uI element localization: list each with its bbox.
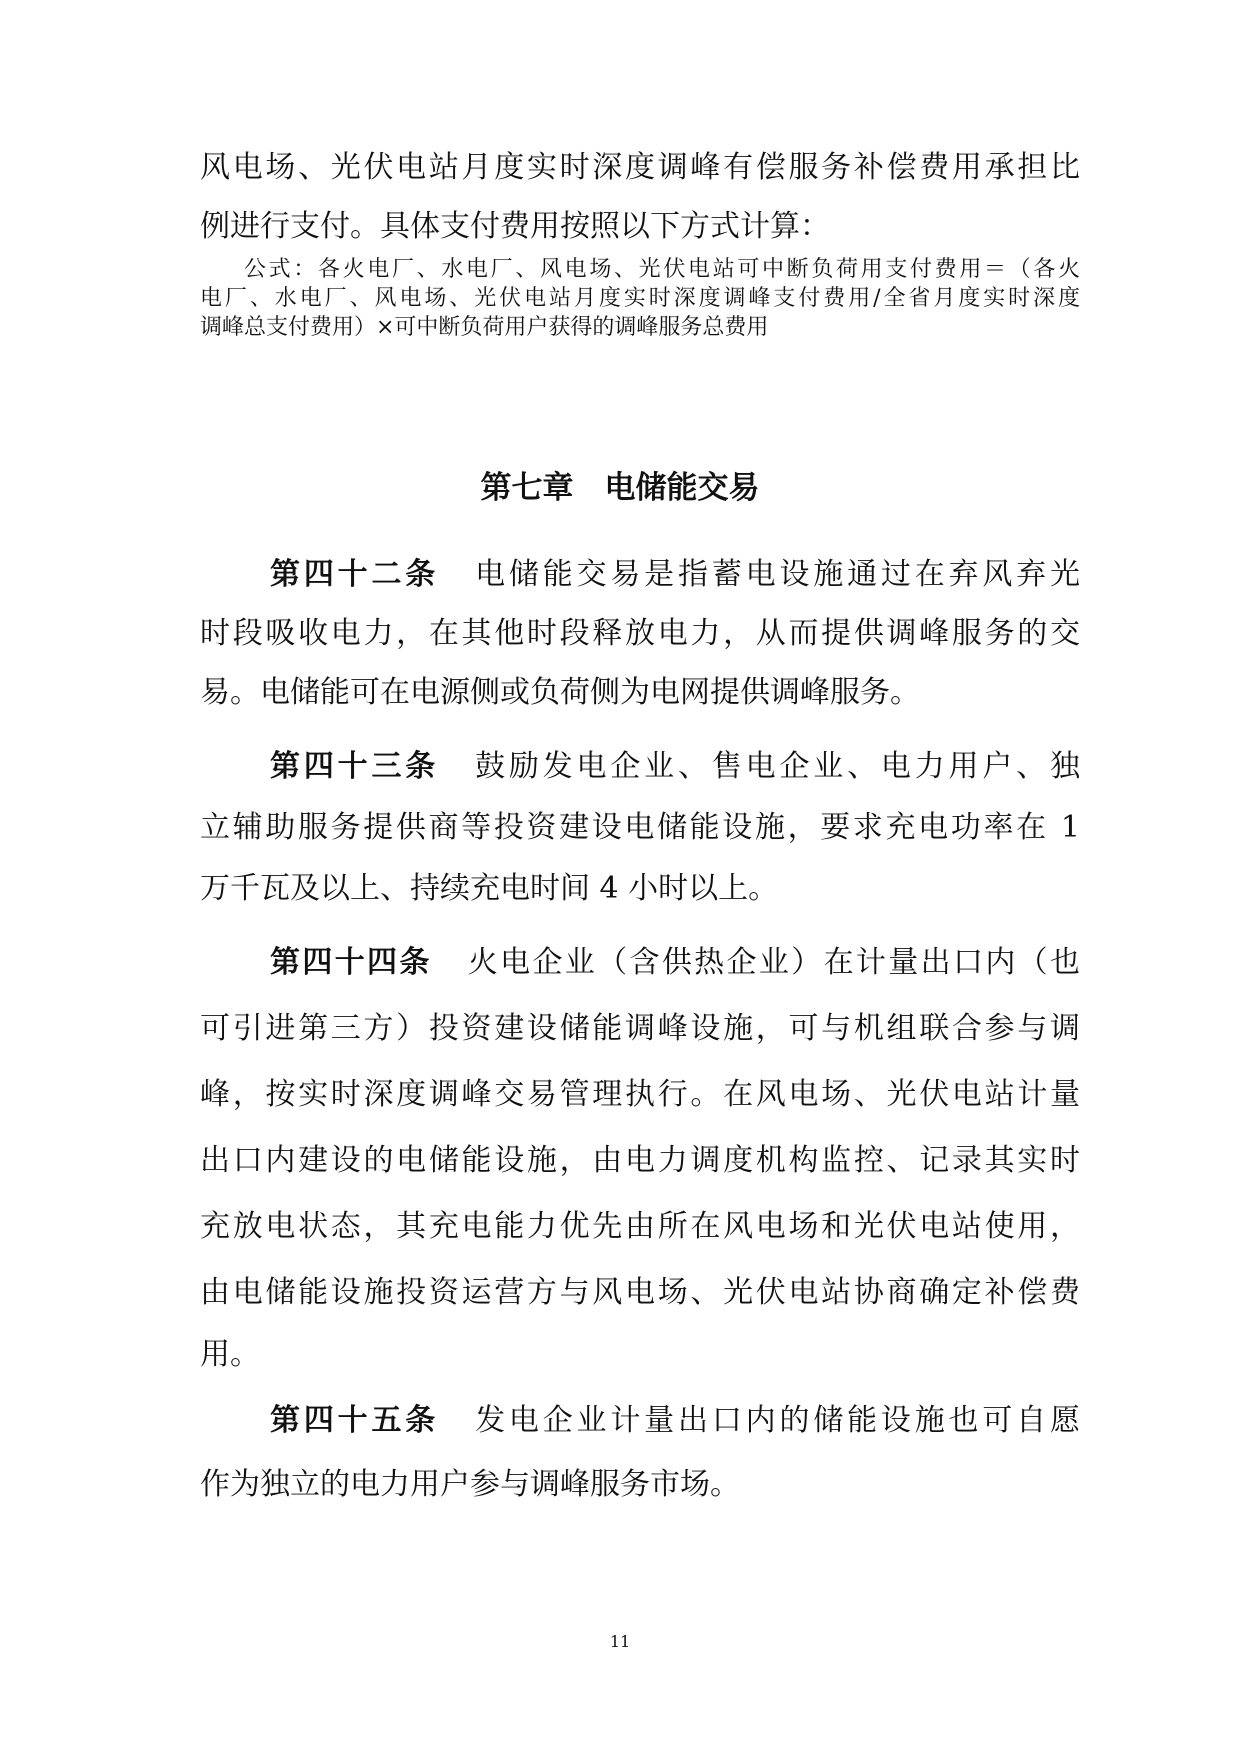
article-42-label: 第四十二条 — [270, 557, 440, 592]
article-43-line-3: 万千瓦及以上、持续充电时间 4 小时以上。 — [200, 871, 779, 906]
article-45-first-line — [270, 1403, 1081, 1438]
article-44-first-line — [270, 945, 1081, 980]
formula-line-1: 公式：各火电厂、水电厂、风电场、光伏电站可中断负荷用支付费用＝（各火 — [244, 257, 1080, 282]
article-44-label: 第四十四条 — [270, 945, 432, 980]
article-42-first-line — [270, 557, 1081, 592]
article-42-text: 电储能交易是指蓄电设施通过在弃风弃光 — [475, 557, 1081, 592]
intro-line-2: 例进行支付。具体支付费用按照以下方式计算： — [200, 209, 830, 244]
article-42-line-3: 易。电储能可在电源侧或负荷侧为电网提供调峰服务。 — [200, 675, 920, 710]
formula-line-3: 调峰总支付费用）×可中断负荷用户获得的调峰服务总费用 — [200, 315, 769, 340]
article-44-line-7: 用。 — [200, 1337, 260, 1372]
article-42-line-2: 时段吸收电力，在其他时段释放电力，从而提供调峰服务的交 — [200, 616, 1080, 651]
article-44-line-2: 可引进第三方）投资建设储能调峰设施，可与机组联合参与调 — [200, 1011, 1080, 1046]
article-44-line-4: 出口内建设的电储能设施，由电力调度机构监控、记录其实时 — [200, 1143, 1080, 1178]
article-43-text: 鼓励发电企业、售电企业、电力用户、独 — [475, 749, 1081, 784]
article-43-first-line — [270, 749, 1081, 784]
article-43-label: 第四十三条 — [270, 749, 440, 784]
article-44-line-5: 充放电状态，其充电能力优先由所在风电场和光伏电站使用， — [200, 1209, 1080, 1244]
article-43-line-2: 立辅助服务提供商等投资建设电储能设施，要求充电功率在 1 — [200, 810, 1080, 845]
article-44-line-6: 由电储能设施投资运营方与风电场、光伏电站协商确定补偿费 — [200, 1275, 1080, 1310]
article-45-label: 第四十五条 — [270, 1403, 440, 1438]
article-45-line-2: 作为独立的电力用户参与调峰服务市场。 — [200, 1467, 740, 1502]
page-number: 11 — [609, 1632, 631, 1651]
chapter-title: 第七章 电储能交易 — [480, 470, 760, 506]
formula-line-2: 电厂、水电厂、风电场、光伏电站月度实时深度调峰支付费用/全省月度实时深度 — [200, 286, 1080, 311]
article-45-text: 发电企业计量出口内的储能设施也可自愿 — [475, 1403, 1081, 1438]
article-44-line-3: 峰，按实时深度调峰交易管理执行。在风电场、光伏电站计量 — [200, 1077, 1080, 1112]
intro-line-1: 风电场、光伏电站月度实时深度调峰有偿服务补偿费用承担比 — [200, 150, 1080, 185]
article-44-text: 火电企业（含供热企业）在计量出口内（也 — [467, 945, 1081, 980]
